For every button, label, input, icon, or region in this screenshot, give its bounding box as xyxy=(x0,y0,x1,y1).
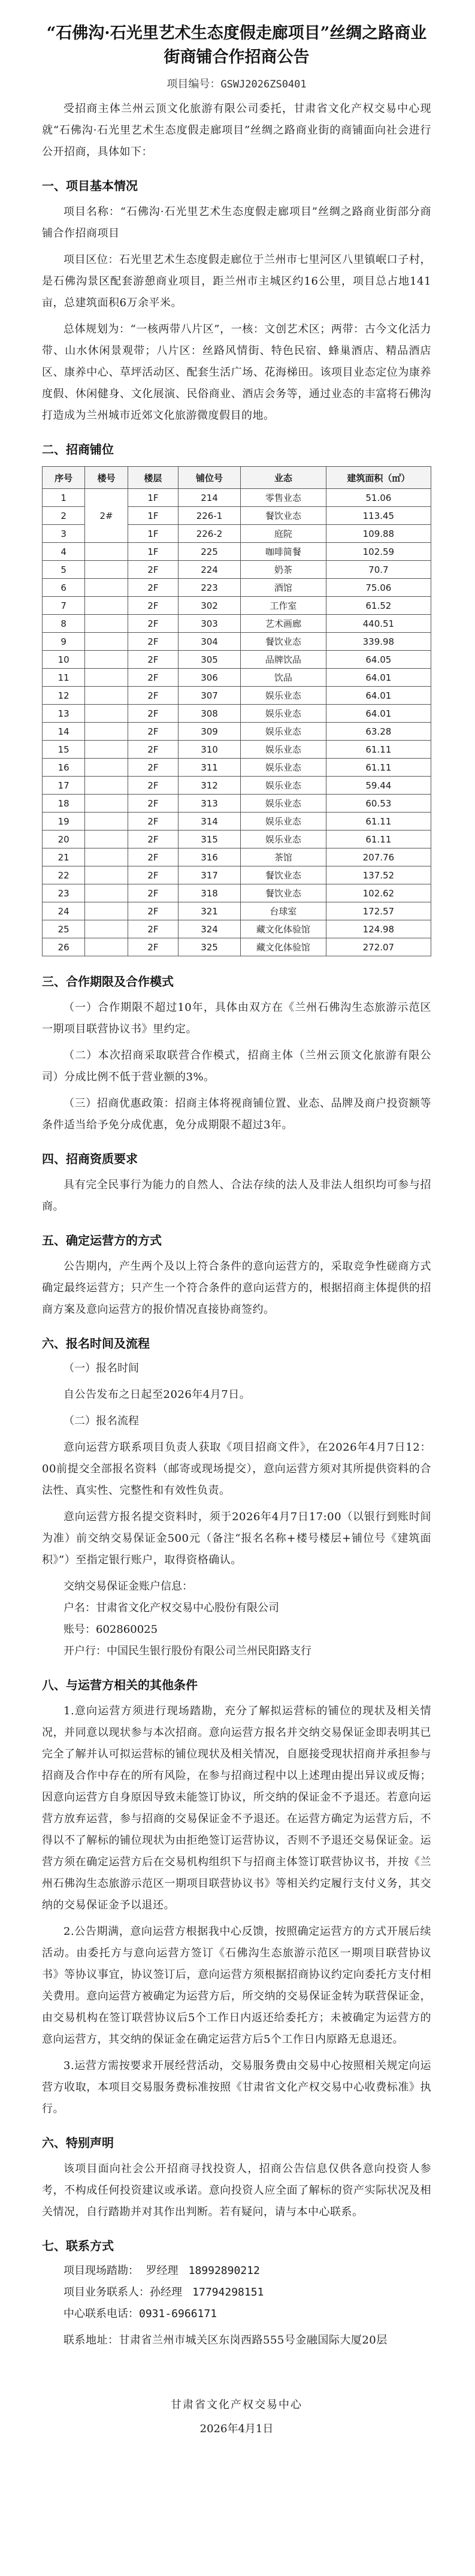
contact-address: 联系地址：甘肃省兰州市城关区东岗西路555号金融国际大厦20层 xyxy=(63,2334,388,2347)
cell-building xyxy=(85,938,128,956)
cell-building xyxy=(85,651,128,669)
cell-index: 26 xyxy=(43,938,85,956)
cell-business-type: 艺术画廊 xyxy=(240,615,326,633)
cell-business-type: 娱乐业态 xyxy=(240,831,326,848)
section-heading-contact: 七、联系方式 xyxy=(42,2239,114,2253)
cell-index: 21 xyxy=(43,848,85,866)
contact-phone[interactable]: 18992890212 xyxy=(188,2264,260,2277)
cell-floor: 2F xyxy=(128,759,178,777)
cell-building xyxy=(85,813,128,831)
section-heading-qualification: 四、招商资质要求 xyxy=(42,1152,138,1166)
contact-list xyxy=(42,2260,431,2325)
cell-area: 172.57 xyxy=(326,902,431,920)
intro-paragraph: 受招商主体兰州云顶文化旅游有限公司委托，甘肃省文化产权交易中心现就“石佛沟·石光里艺术生态度假走廊项目”丝绸之路商业街的商铺面向社会进行公开招商，具体如下： xyxy=(42,102,431,158)
cell-floor: 2F xyxy=(128,866,178,884)
preferential-policy-paragraph: （三）招商优惠政策：招商主体将视商铺位置、业态、品牌及商户投资额等条件适当给予免分成优惠，免分成期限不超过3年。 xyxy=(42,1097,431,1131)
cell-floor: 1F xyxy=(128,543,178,561)
table-row xyxy=(43,723,431,741)
cell-area: 272.07 xyxy=(326,938,431,956)
account-number: 账号：602860025 xyxy=(63,1623,158,1636)
issuing-organization: 甘肃省文化产权交易中心 xyxy=(171,2399,302,2411)
cell-floor: 2F xyxy=(128,633,178,651)
cell-area: 63.28 xyxy=(326,723,431,741)
cooperation-mode-paragraph: （二）本次招商采取联营合作模式，招商主体（兰州云顶文化旅游有限公司）分成比例不低于营业额的3%。 xyxy=(42,1049,431,1083)
cell-index: 3 xyxy=(43,525,85,543)
section-heading-other-conditions: 八、与运营方相关的其他条件 xyxy=(42,1678,198,1692)
project-name-paragraph: 项目名称：“石佛沟·石光里艺术生态度假走廊项目”丝绸之路商业街部分商铺合作招商项目 xyxy=(42,206,431,240)
cell-index: 25 xyxy=(43,920,85,938)
cell-area: 61.11 xyxy=(326,831,431,848)
table-row xyxy=(43,902,431,920)
cell-building xyxy=(85,920,128,938)
cell-unit-no: 226-1 xyxy=(178,507,241,525)
cell-area: 59.44 xyxy=(326,777,431,795)
cell-index: 19 xyxy=(43,813,85,831)
table-row xyxy=(43,615,431,633)
cell-business-type: 藏文化体验馆 xyxy=(240,938,326,956)
cell-business-type: 工作室 xyxy=(240,597,326,615)
cell-business-type: 庭院 xyxy=(240,525,326,543)
project-number xyxy=(42,76,431,93)
account-name: 户名：甘肃省文化产权交易中心股份有限公司 xyxy=(63,1602,279,1614)
cell-index: 5 xyxy=(43,561,85,579)
cell-index: 23 xyxy=(43,884,85,902)
cell-unit-no: 302 xyxy=(178,597,241,615)
section-heading-selection: 五、确定运营方的方式 xyxy=(42,1233,162,1248)
cell-area: 60.53 xyxy=(326,795,431,813)
cell-index: 13 xyxy=(43,705,85,723)
cell-floor: 2F xyxy=(128,848,178,866)
cell-unit-no: 321 xyxy=(178,902,241,920)
cell-business-type: 咖啡简餐 xyxy=(240,543,326,561)
cell-business-type: 台球室 xyxy=(240,902,326,920)
table-row xyxy=(43,741,431,759)
cell-index: 22 xyxy=(43,866,85,884)
cell-index: 24 xyxy=(43,902,85,920)
cell-index: 2 xyxy=(43,507,85,525)
cell-business-type: 奶茶 xyxy=(240,561,326,579)
cell-floor: 2F xyxy=(128,741,178,759)
cell-floor: 2F xyxy=(128,902,178,920)
contact-person: 孙经理 xyxy=(150,2286,182,2299)
cell-unit-no: 223 xyxy=(178,579,241,597)
cell-building xyxy=(85,561,128,579)
cell-area: 137.52 xyxy=(326,866,431,884)
cell-area: 207.76 xyxy=(326,848,431,866)
account-bank: 开户行：中国民生银行股份有限公司兰州民阳路支行 xyxy=(63,1645,311,1657)
table-row xyxy=(43,597,431,615)
cell-business-type: 品牌饮品 xyxy=(240,651,326,669)
cell-unit-no: 318 xyxy=(178,884,241,902)
contact-label: 中心联系电话： xyxy=(63,2308,139,2320)
cell-unit-no: 305 xyxy=(178,651,241,669)
cell-unit-no: 311 xyxy=(178,759,241,777)
cell-unit-no: 313 xyxy=(178,795,241,813)
registration-process-text: 意向运营方联系项目负责人获取《项目招商文件》，在2026年4月7日12：00前提交全部报名资料（邮寄或现场提交），意向运营方须对其所提供资料的合法性、真实性、完整性和有效性负责。 xyxy=(42,1441,431,1497)
registration-process-heading: （二）报名流程 xyxy=(63,1415,139,1427)
table-row xyxy=(43,884,431,902)
cell-index: 8 xyxy=(43,615,85,633)
cell-floor: 2F xyxy=(128,777,178,795)
project-plan-paragraph: 总体规划为：“一核两带八片区”，一核：文创艺术区；两带：古今文化活力带、山水休闲景观带；八片区：丝路风情街、特色民宿、蜂巢酒店、精品酒店区、康养中心、草坪活动区、配套生活广场、花海梯田。该项目业态定位为康养度假、休闲健身、文化展演、民俗商业、酒店会务等，通过业态的丰富将石佛沟打造成为兰州城市近郊文化旅游微度假目的地。 xyxy=(42,323,431,422)
table-row xyxy=(43,543,431,561)
cell-area: 102.62 xyxy=(326,884,431,902)
cell-business-type: 娱乐业态 xyxy=(240,759,326,777)
cell-area: 75.06 xyxy=(326,579,431,597)
cell-building: 2# xyxy=(85,489,128,543)
cell-floor: 2F xyxy=(128,597,178,615)
cell-area: 124.98 xyxy=(326,920,431,938)
cell-area: 64.05 xyxy=(326,651,431,669)
contact-phone[interactable]: 17794298151 xyxy=(192,2286,264,2299)
cell-unit-no: 214 xyxy=(178,489,241,507)
cell-index: 1 xyxy=(43,489,85,507)
cell-building xyxy=(85,902,128,920)
condition-paragraph-3: 3.运营方需按要求开展经营活动，交易服务费由交易中心按照相关规定向运营方收取，本项目交易服务费标准按照《甘肃省文化产权交易中心收费标准》执行。 xyxy=(42,2059,431,2115)
cell-unit-no: 303 xyxy=(178,615,241,633)
cell-building xyxy=(85,543,128,561)
cell-area: 339.98 xyxy=(326,633,431,651)
section-heading-statement: 六、特别声明 xyxy=(42,2136,114,2150)
units-table xyxy=(42,466,431,956)
account-info-title: 交纳交易保证金账户信息： xyxy=(63,1580,193,1593)
cell-floor: 2F xyxy=(128,884,178,902)
cell-floor: 2F xyxy=(128,669,178,687)
announcement-document xyxy=(42,22,431,2441)
contact-line xyxy=(42,2303,431,2325)
cell-area: 109.88 xyxy=(326,525,431,543)
cell-building xyxy=(85,759,128,777)
cell-index: 15 xyxy=(43,741,85,759)
cell-business-type: 茶馆 xyxy=(240,848,326,866)
col-header-floor: 楼层 xyxy=(128,467,178,489)
cell-unit-no: 324 xyxy=(178,920,241,938)
cell-unit-no: 308 xyxy=(178,705,241,723)
cell-unit-no: 312 xyxy=(178,777,241,795)
contact-label: 项目业务联系人： xyxy=(63,2286,150,2299)
cell-area: 102.59 xyxy=(326,543,431,561)
cell-index: 12 xyxy=(43,687,85,705)
col-header-building: 楼号 xyxy=(85,467,128,489)
col-header-index: 序号 xyxy=(43,467,85,489)
cooperation-term-paragraph: （一）合作期限不超过10年，具体由双方在《兰州石佛沟生态旅游示范区一期项目联营协议书》里约定。 xyxy=(42,1001,431,1035)
selection-paragraph: 公告期内，产生两个及以上符合条件的意向运营方的，采取竞争性磋商方式确定最终运营方；只产生一个符合条件的意向运营方的，根据招商主体提供的招商方案及意向运营方的报价情况直接协商签约。 xyxy=(42,1260,431,1316)
cell-unit-no: 310 xyxy=(178,741,241,759)
col-header-unit-no: 铺位号 xyxy=(178,467,241,489)
table-row xyxy=(43,848,431,866)
statement-paragraph: 该项目面向社会公开招商寻找投资人，招商公告信息仅供各意向投资人参考，不构成任何投资建议或承诺。意向投资人应全面了解标的资产实际状况及相关情况，自行踏勘并对其作出判断。若有疑问，请与本中心联系。 xyxy=(42,2163,431,2218)
cell-business-type: 娱乐业态 xyxy=(240,741,326,759)
cell-area: 64.01 xyxy=(326,687,431,705)
cell-building xyxy=(85,884,128,902)
cell-index: 9 xyxy=(43,633,85,651)
cell-building xyxy=(85,633,128,651)
cell-floor: 2F xyxy=(128,723,178,741)
table-row xyxy=(43,489,431,507)
cell-business-type: 娱乐业态 xyxy=(240,705,326,723)
cell-unit-no: 325 xyxy=(178,938,241,956)
cell-floor: 2F xyxy=(128,795,178,813)
cell-unit-no: 316 xyxy=(178,848,241,866)
cell-unit-no: 309 xyxy=(178,723,241,741)
cell-business-type: 藏文化体验馆 xyxy=(240,920,326,938)
contact-phone[interactable]: 0931-6966171 xyxy=(139,2308,217,2320)
document-footer xyxy=(42,2393,431,2441)
cell-business-type: 娱乐业态 xyxy=(240,813,326,831)
cell-area: 64.01 xyxy=(326,705,431,723)
cell-business-type: 娱乐业态 xyxy=(240,687,326,705)
section-heading-cooperation: 三、合作期限及合作模式 xyxy=(42,974,174,989)
table-row xyxy=(43,866,431,884)
section-heading-basic-info: 一、项目基本情况 xyxy=(42,179,138,193)
contact-person: 罗经理 xyxy=(146,2264,178,2277)
cell-building xyxy=(85,741,128,759)
table-row xyxy=(43,651,431,669)
cell-business-type: 餐饮业态 xyxy=(240,507,326,525)
units-table-body xyxy=(43,489,431,956)
cell-area: 440.51 xyxy=(326,615,431,633)
table-row xyxy=(43,687,431,705)
cell-floor: 1F xyxy=(128,507,178,525)
project-number-label: 项目编号： xyxy=(167,78,221,90)
registration-time-heading: （一）报名时间 xyxy=(63,1362,139,1375)
cell-floor: 1F xyxy=(128,525,178,543)
cell-floor: 2F xyxy=(128,813,178,831)
cell-index: 16 xyxy=(43,759,85,777)
cell-unit-no: 304 xyxy=(178,633,241,651)
cell-floor: 2F xyxy=(128,579,178,597)
cell-building xyxy=(85,831,128,848)
cell-building xyxy=(85,597,128,615)
cell-building xyxy=(85,615,128,633)
cell-floor: 2F xyxy=(128,687,178,705)
cell-business-type: 餐饮业态 xyxy=(240,633,326,651)
table-row xyxy=(43,938,431,956)
cell-index: 17 xyxy=(43,777,85,795)
table-row xyxy=(43,813,431,831)
cell-floor: 2F xyxy=(128,651,178,669)
cell-floor: 2F xyxy=(128,831,178,848)
table-row xyxy=(43,920,431,938)
cell-unit-no: 314 xyxy=(178,813,241,831)
contact-label: 项目现场踏勘： xyxy=(63,2264,139,2277)
cell-unit-no: 225 xyxy=(178,543,241,561)
cell-building xyxy=(85,848,128,866)
col-header-area: 建筑面积（㎡） xyxy=(326,467,431,489)
cell-unit-no: 317 xyxy=(178,866,241,884)
cell-index: 6 xyxy=(43,579,85,597)
cell-unit-no: 307 xyxy=(178,687,241,705)
cell-floor: 2F xyxy=(128,938,178,956)
cell-area: 64.01 xyxy=(326,669,431,687)
cell-floor: 2F xyxy=(128,920,178,938)
cell-building xyxy=(85,866,128,884)
contact-line xyxy=(42,2282,431,2303)
table-row xyxy=(43,633,431,651)
cell-area: 70.7 xyxy=(326,561,431,579)
cell-business-type: 餐饮业态 xyxy=(240,866,326,884)
condition-paragraph-2: 2.公告期满，意向运营方根据我中心反馈，按照确定运营方的方式开展后续活动。由委托方与意向运营方签订《石佛沟生态旅游示范区一期项目联营协议书》等协议事宜，协议签订后，意向运营方须根据招商协议约定向委托方支付相关费用。意向运营方被确定为运营方后，所交纳的交易保证金转为联营保证金，由交易机构在签订联营协议后5个工作日内返还给委托方；未被确定为运营方的意向运营方，其交纳的保证金在确定运营方后5个工作日内原路无息退还。 xyxy=(42,1925,431,2046)
cell-area: 61.52 xyxy=(326,597,431,615)
cell-unit-no: 224 xyxy=(178,561,241,579)
section-heading-units: 二、招商铺位 xyxy=(42,442,114,457)
cell-area: 61.11 xyxy=(326,813,431,831)
cell-index: 14 xyxy=(43,723,85,741)
registration-time-text: 自公告发布之日起至2026年4月7日。 xyxy=(63,1388,251,1401)
qualification-paragraph: 具有完全民事行为能力的自然人、合法存续的法人及非法人组织均可参与招商。 xyxy=(42,1179,431,1213)
cell-index: 18 xyxy=(43,795,85,813)
cell-business-type: 娱乐业态 xyxy=(240,777,326,795)
cell-unit-no: 315 xyxy=(178,831,241,848)
col-header-business-type: 业态 xyxy=(240,467,326,489)
table-row xyxy=(43,795,431,813)
cell-business-type: 饮品 xyxy=(240,669,326,687)
table-row xyxy=(43,777,431,795)
cell-floor: 1F xyxy=(128,489,178,507)
cell-index: 20 xyxy=(43,831,85,848)
cell-business-type: 娱乐业态 xyxy=(240,795,326,813)
cell-building xyxy=(85,777,128,795)
cell-index: 10 xyxy=(43,651,85,669)
cell-index: 4 xyxy=(43,543,85,561)
cell-area: 51.06 xyxy=(326,489,431,507)
cell-business-type: 酒馆 xyxy=(240,579,326,597)
cell-unit-no: 306 xyxy=(178,669,241,687)
project-number-value: GSWJ2026ZS0401 xyxy=(220,78,307,90)
table-row xyxy=(43,759,431,777)
cell-index: 11 xyxy=(43,669,85,687)
cell-area: 61.11 xyxy=(326,741,431,759)
cell-business-type: 零售业态 xyxy=(240,489,326,507)
units-table-header-row xyxy=(43,467,431,489)
table-row xyxy=(43,669,431,687)
section-heading-registration: 六、报名时间及流程 xyxy=(42,1336,150,1351)
cell-floor: 2F xyxy=(128,561,178,579)
cell-business-type: 餐饮业态 xyxy=(240,884,326,902)
table-row xyxy=(43,561,431,579)
document-title: “石佛沟·石光里艺术生态度假走廊项目”丝绸之路商业街商铺合作招商公告 xyxy=(46,24,427,67)
table-row xyxy=(43,831,431,848)
cell-area: 113.45 xyxy=(326,507,431,525)
deposit-paragraph: 意向运营方报名提交资料时，须于2026年4月7日17:00（以银行到账时间为准）前交纳交易保证金500元（备注“报名名称+楼号楼层+铺位号《建筑面积》”）至指定银行账户，取得资格确认。 xyxy=(42,1511,431,1566)
cell-building xyxy=(85,687,128,705)
project-location-paragraph: 项目区位：石光里艺术生态度假走廊位于兰州市七里河区八里镇岷口子村，是石佛沟景区配套游憩商业项目，距兰州市主城区约16公里，项目总占地141亩，总建筑面积6万余平米。 xyxy=(42,253,431,309)
cell-area: 61.11 xyxy=(326,759,431,777)
cell-unit-no: 226-2 xyxy=(178,525,241,543)
cell-building xyxy=(85,795,128,813)
cell-building xyxy=(85,705,128,723)
cell-building xyxy=(85,579,128,597)
contact-line xyxy=(42,2260,431,2282)
table-row xyxy=(43,705,431,723)
cell-business-type: 娱乐业态 xyxy=(240,723,326,741)
table-row xyxy=(43,579,431,597)
cell-building xyxy=(85,723,128,741)
cell-index: 7 xyxy=(43,597,85,615)
cell-building xyxy=(85,669,128,687)
cell-floor: 2F xyxy=(128,705,178,723)
issue-date: 2026年4月1日 xyxy=(199,2423,274,2435)
cell-floor: 2F xyxy=(128,615,178,633)
condition-paragraph-1: 1.意向运营方须进行现场踏勘，充分了解拟运营标的铺位的现状及相关情况，并同意以现状参与本次招商。意向运营方报名并交纳交易保证金即表明其已完全了解并认可拟运营标的铺位现状及相关情况，自愿接受现状招商并承担参与招商及合作中存在的所有风险，在参与招商过程中以上述理由提出异议或反悔；因意向运营方自身原因导致未能签订协议，所交纳的保证金不予退还。若意向运营方放弃运营，参与招商的交易保证金不予退还。在运营方确定为运营方后，不得以不了解标的铺位现状为由拒绝签订运营协议，否则不予退还交易保证金。运营方须在确定运营方后在交易机构组织下与招商主体签订联营协议书，并按《兰州石佛沟生态旅游示范区一期项目联营协议书》等相关约定履行支付义务，其交纳的交易保证金予以退还。 xyxy=(42,1705,431,1911)
